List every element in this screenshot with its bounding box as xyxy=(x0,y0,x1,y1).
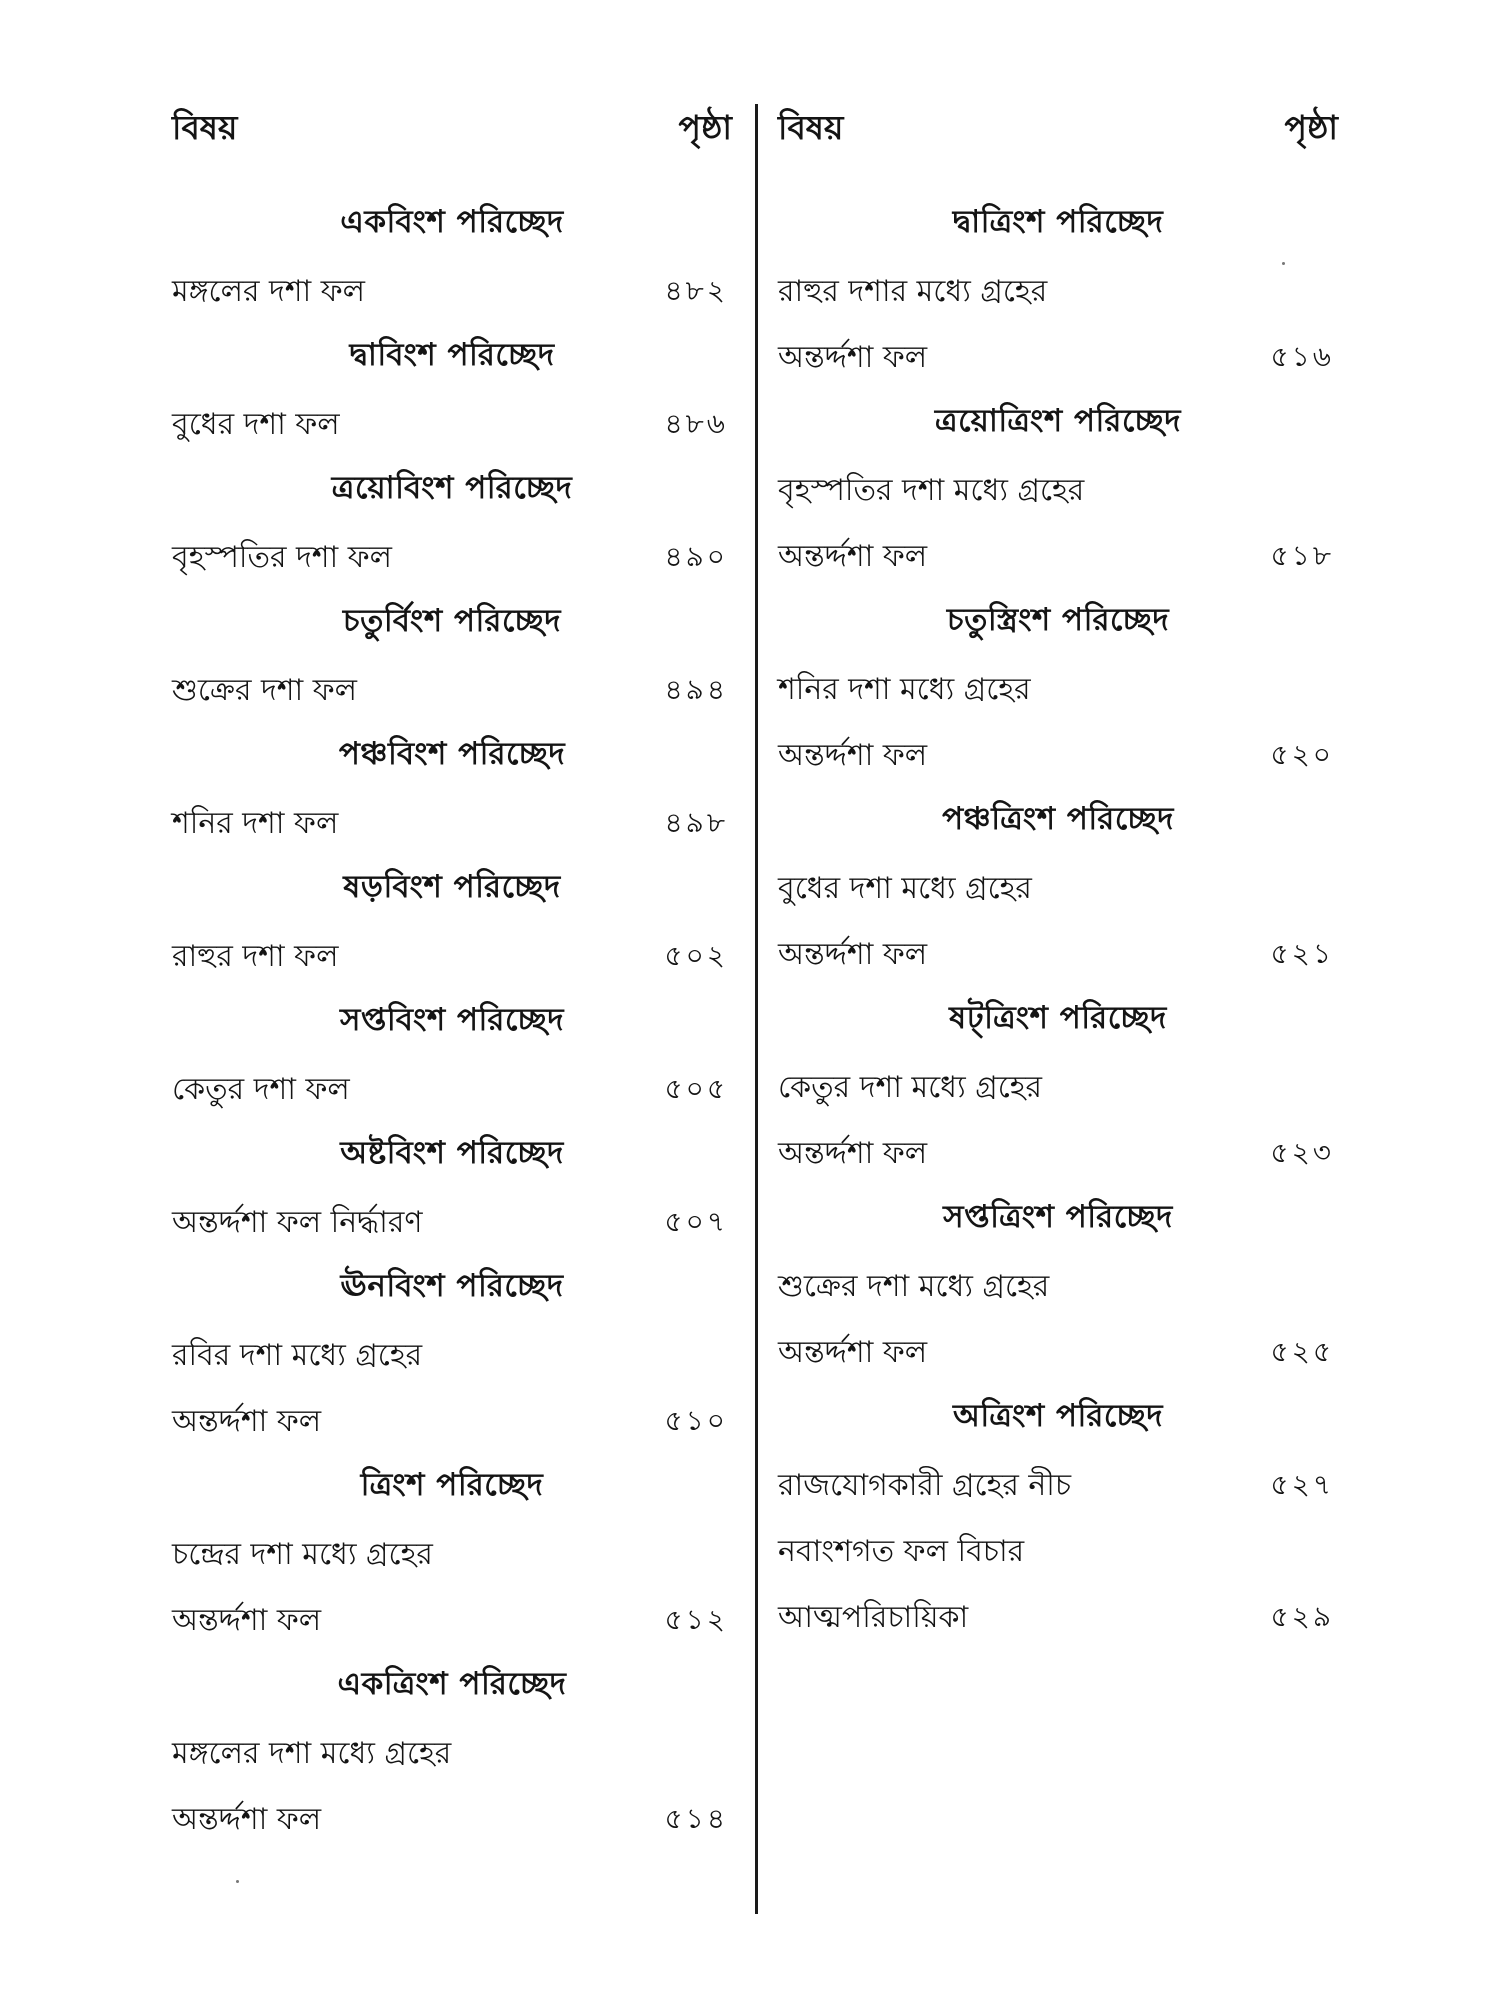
entry-title: অন্তর্দ্দশা ফল xyxy=(778,936,928,972)
chapter-heading: একত্রিংশ পরিচ্ছেদ xyxy=(337,1666,567,1702)
entry-page-number: ৫০৭ xyxy=(664,1204,728,1238)
chapter-heading: অত্রিংশ পরিচ্ছেদ xyxy=(952,1398,1164,1434)
right-contents-list xyxy=(778,192,1338,1651)
chapter-heading: চতুস্ত্রিংশ পরিচ্ছেদ xyxy=(946,602,1170,638)
toc-entry xyxy=(172,1522,732,1588)
chapter-heading: পঞ্চবিংশ পরিচ্ছেদ xyxy=(338,736,566,772)
chapter-heading: দ্বাত্রিংশ পরিচ্ছেদ xyxy=(952,204,1164,240)
entry-page-number: ৫০৫ xyxy=(664,1071,728,1105)
toc-entry xyxy=(172,1190,732,1256)
entry-title: অন্তর্দ্দশা ফল xyxy=(778,1334,928,1370)
toc-entry xyxy=(172,392,732,458)
entry-title: আত্মপরিচায়িকা xyxy=(778,1599,969,1635)
entry-page-number: ৪৯৪ xyxy=(664,672,728,706)
entry-title: অন্তর্দ্দশা ফল xyxy=(778,339,928,375)
entry-title: বুধের দশা মধ্যে গ্রহের xyxy=(778,870,1032,906)
entry-page-number: ৪৮৬ xyxy=(664,406,728,440)
left-contents-column xyxy=(172,100,732,1853)
entry-page-number: ৫২৯ xyxy=(1270,1599,1334,1633)
toc-entry xyxy=(778,1453,1338,1519)
page-heading: পৃষ্ঠা xyxy=(678,108,732,147)
chapter-heading: ত্রয়োত্রিংশ পরিচ্ছেদ xyxy=(934,403,1182,439)
entry-title: অন্তর্দ্দশা ফল xyxy=(778,538,928,574)
entry-page-number: ৫২১ xyxy=(1270,936,1334,970)
subject-heading: বিষয় xyxy=(778,108,844,147)
toc-entry xyxy=(172,924,732,990)
toc-entry xyxy=(778,458,1338,524)
entry-title: অন্তর্দ্দশা ফল xyxy=(778,737,928,773)
toc-entry xyxy=(778,1055,1338,1121)
chapter-heading: অষ্টবিংশ পরিচ্ছেদ xyxy=(340,1135,564,1171)
right-contents-column xyxy=(778,100,1338,1651)
entry-page-number: ৪৯০ xyxy=(664,539,728,573)
toc-entry xyxy=(778,259,1338,325)
entry-title: রাহুর দশা ফল xyxy=(172,938,339,974)
toc-entry xyxy=(778,1254,1338,1320)
toc-entry xyxy=(778,856,1338,922)
entry-title: রাজযোগকারী গ্রহের নীচ xyxy=(778,1467,1072,1503)
right-column-header xyxy=(778,100,1338,160)
entry-page-number: ৫০২ xyxy=(664,938,728,972)
toc-entry xyxy=(172,1389,732,1455)
toc-entry xyxy=(172,1323,732,1389)
toc-entry xyxy=(172,525,732,591)
entry-page-number: ৫১০ xyxy=(664,1403,728,1437)
entry-page-number: ৫১২ xyxy=(664,1602,728,1636)
toc-entry xyxy=(172,791,732,857)
entry-title: শনির দশা ফল xyxy=(172,805,339,841)
entry-title: অন্তর্দ্দশা ফল xyxy=(778,1135,928,1171)
chapter-heading: ষট্‌ত্রিংশ পরিচ্ছেদ xyxy=(949,1000,1167,1036)
entry-page-number: ৫২৩ xyxy=(1270,1135,1334,1169)
toc-entry xyxy=(778,723,1338,789)
toc-entry xyxy=(172,1057,732,1123)
toc-entry xyxy=(172,1721,732,1787)
entry-title: চন্দ্রের দশা মধ্যে গ্রহের xyxy=(172,1536,433,1572)
entry-page-number: ৪৯৮ xyxy=(664,805,728,839)
entry-title: রবির দশা মধ্যে গ্রহের xyxy=(172,1337,423,1373)
toc-entry xyxy=(172,259,732,325)
toc-entry xyxy=(778,524,1338,590)
entry-title: কেতুর দশা মধ্যে গ্রহের xyxy=(778,1069,1043,1105)
subject-heading: বিষয় xyxy=(172,108,238,147)
chapter-heading: ত্রিংশ পরিচ্ছেদ xyxy=(360,1467,544,1503)
entry-title: শনির দশা মধ্যে গ্রহের xyxy=(778,671,1031,707)
entry-title: অন্তর্দ্দশা ফল নির্দ্ধারণ xyxy=(172,1204,423,1240)
chapter-heading: চতুর্বিংশ পরিচ্ছেদ xyxy=(342,603,562,639)
toc-entry xyxy=(778,657,1338,723)
chapter-heading: ষড়বিংশ পরিচ্ছেদ xyxy=(343,869,561,905)
toc-entry xyxy=(778,325,1338,391)
print-speck xyxy=(236,1880,239,1883)
toc-entry xyxy=(172,1588,732,1654)
entry-page-number: ৫২৫ xyxy=(1270,1334,1334,1368)
entry-title: বুধের দশা ফল xyxy=(172,406,340,442)
left-contents-list xyxy=(172,192,732,1853)
toc-entry xyxy=(778,1320,1338,1386)
entry-title: শুক্রের দশা মধ্যে গ্রহের xyxy=(778,1268,1050,1304)
entry-title: বৃহস্পতির দশা ফল xyxy=(172,539,393,575)
toc-entry xyxy=(778,922,1338,988)
toc-entry xyxy=(172,1787,732,1853)
toc-entry xyxy=(778,1519,1338,1585)
entry-title: অন্তর্দ্দশা ফল xyxy=(172,1403,322,1439)
toc-entry xyxy=(778,1585,1338,1651)
column-divider xyxy=(755,104,758,1914)
entry-title: মঙ্গলের দশা ফল xyxy=(172,273,366,309)
entry-title: কেতুর দশা ফল xyxy=(172,1071,350,1107)
entry-title: মঙ্গলের দশা মধ্যে গ্রহের xyxy=(172,1735,452,1771)
chapter-heading: দ্বাবিংশ পরিচ্ছেদ xyxy=(349,337,555,373)
page-heading: পৃষ্ঠা xyxy=(1284,108,1338,147)
entry-title: নবাংশগত ফল বিচার xyxy=(778,1533,1025,1569)
entry-title: বৃহস্পতির দশা মধ্যে গ্রহের xyxy=(778,472,1085,508)
chapter-heading: সপ্তবিংশ পরিচ্ছেদ xyxy=(339,1002,565,1038)
chapter-heading: পঞ্চত্রিংশ পরিচ্ছেদ xyxy=(942,801,1174,837)
chapter-heading: ঊনবিংশ পরিচ্ছেদ xyxy=(340,1268,564,1304)
left-column-header xyxy=(172,100,732,160)
toc-entry xyxy=(778,1121,1338,1187)
chapter-heading: সপ্তত্রিংশ পরিচ্ছেদ xyxy=(943,1199,1173,1235)
entry-page-number: ৫২৭ xyxy=(1270,1467,1334,1501)
entry-page-number: ৫১৮ xyxy=(1270,538,1334,572)
entry-page-number: ৫১৬ xyxy=(1270,339,1334,373)
entry-page-number: ৫২০ xyxy=(1270,737,1334,771)
entry-title: রাহুর দশার মধ্যে গ্রহের xyxy=(778,273,1048,309)
chapter-heading: একবিংশ পরিচ্ছেদ xyxy=(340,204,564,240)
entry-title: শুক্রের দশা ফল xyxy=(172,672,358,708)
entry-page-number: ৪৮২ xyxy=(664,273,728,307)
entry-title: অন্তর্দ্দশা ফল xyxy=(172,1602,322,1638)
entry-title: অন্তর্দ্দশা ফল xyxy=(172,1801,322,1837)
chapter-heading: ত্রয়োবিংশ পরিচ্ছেদ xyxy=(331,470,573,506)
entry-page-number: ৫১৪ xyxy=(664,1801,728,1835)
toc-entry xyxy=(172,658,732,724)
print-speck xyxy=(1282,262,1285,265)
